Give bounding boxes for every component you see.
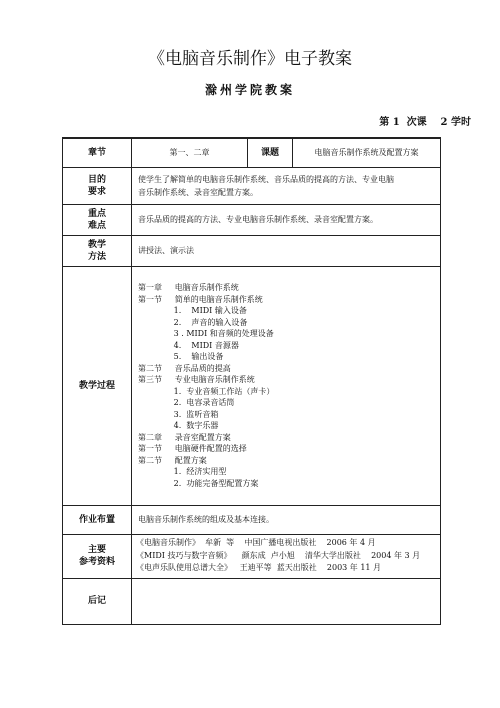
process-line: 3 . MIDI 和音频的处理设备 — [138, 329, 274, 338]
process-line: 第二节 配置方案 — [138, 455, 207, 465]
chapter-value: 第一、二章 — [132, 138, 248, 167]
key-points-row — [63, 204, 441, 235]
chapter-label: 章节 — [63, 138, 132, 167]
homework-row — [63, 505, 441, 534]
process-label: 教学过程 — [63, 266, 132, 505]
reference-item: 《电声乐队使用总谱大全》 王迪平等 蓝天出版社 2003 年 11 月 — [136, 563, 382, 573]
chapter-row — [63, 138, 441, 167]
process-line: 1. MIDI 输入设备 — [138, 306, 247, 315]
key-points-label: 重点 难点 — [63, 204, 132, 235]
page-title: 《电脑音乐制作》电子教案 — [148, 49, 352, 69]
process-line: 第二章 录音室配置方案 — [138, 432, 231, 442]
reference-item: 《电脑音乐制作》 牟新 等 中国广播电视出版社 2006 年 4 月 — [136, 538, 376, 548]
process-content — [132, 266, 441, 505]
process-line: 第一节 简单的电脑音乐制作系统 — [138, 294, 263, 304]
process-line: 2. 功能完备型配置方案 — [138, 478, 259, 488]
process-line: 2. 电容录音话筒 — [138, 398, 235, 407]
page-subtitle: 滁州学院教案 — [204, 83, 295, 97]
method-row — [63, 235, 441, 266]
objective-label: 目的 要求 — [63, 167, 132, 204]
process-line: 1. 经济实用型 — [138, 467, 227, 476]
process-line: 第三节 专业电脑音乐制作系统 — [138, 375, 255, 384]
postscript-label: 后记 — [63, 578, 132, 624]
key-points-text: 音乐品质的提高的方法、专业电脑音乐制作系统、录音室配置方案。 — [132, 204, 441, 235]
references-row — [63, 534, 441, 578]
process-line: 3. 监听音箱 — [138, 409, 219, 419]
postscript-row — [63, 578, 441, 624]
process-row — [63, 266, 441, 505]
objective-row — [63, 167, 441, 204]
process-line: 2. 声音的输入设备 — [138, 317, 248, 327]
process-line: 第二节 音乐品质的提高 — [138, 363, 231, 373]
references-label: 主要 参考资料 — [63, 534, 132, 578]
references-content — [132, 534, 441, 578]
process-line: 4. 数字乐器 — [138, 421, 219, 430]
process-line: 1. 专业音频工作站（声卡） — [138, 386, 275, 396]
session-info: 第 1 次课 2 学时 — [379, 117, 471, 128]
process-line: 第一节 电脑硬件配置的选择 — [138, 444, 247, 453]
lesson-plan-table — [62, 137, 441, 625]
method-label: 教学 方法 — [63, 235, 132, 266]
method-text: 讲授法、演示法 — [132, 235, 441, 266]
process-line: 4. MIDI 音源器 — [138, 340, 239, 350]
homework-label: 作业布置 — [63, 505, 132, 534]
objective-text: 使学生了解简单的电脑音乐制作系统、音乐品质的提高的方法、专业电脑 音乐制作系统、录音室配置方案。 — [132, 167, 441, 204]
topic-value: 电脑音乐制作系统及配置方案 — [293, 138, 441, 167]
homework-text: 电脑音乐制作系统的组成及基本连接。 — [132, 505, 441, 534]
reference-item: 《MIDI 技巧与数字音频》 颜东成 卢小旭 清华大学出版社 2004 年 3 月 — [136, 550, 421, 560]
process-line: 5. 输出设备 — [138, 352, 224, 361]
topic-label: 课题 — [248, 138, 293, 167]
process-line: 第一章 电脑音乐制作系统 — [138, 283, 239, 292]
postscript-content — [132, 578, 441, 624]
